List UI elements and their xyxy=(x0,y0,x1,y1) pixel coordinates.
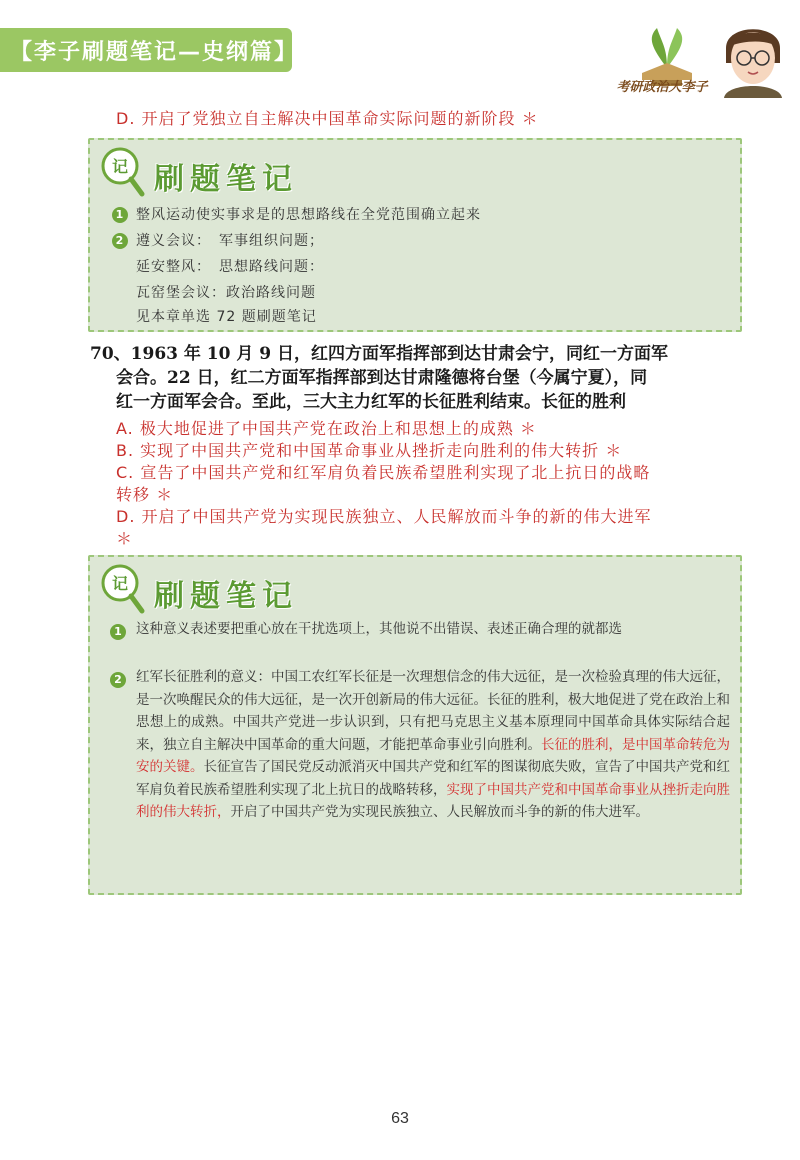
question-line-2: 会合。22 日，红二方面军指挥部到达甘肃隆德将台堡（今属宁夏），同 xyxy=(116,368,648,388)
previous-option-d: D. 开启了党独立自主解决中国革命实际问题的新阶段 ＊ xyxy=(116,109,539,128)
option-c-cont: 转移 ＊ xyxy=(116,485,174,504)
note2-item-2: 红军长征胜利的意义：中国工农红军长征是一次理想信念的伟大远征，是一次检验真理的伟大远征，是一次唤醒民众的伟大远征，是一次开创新局的伟大远征。长征的胜利，极大地促进了党在政治上和思想上的成熟。中国共产党进一步认识到，只有把马克思主义基本原理同中国革命具体实际结合起来，独立自主解决中国革命的重大问题，才能把革命事业引向胜利。长征的胜利，是中国革命转危为安的关键。长征宣告了国民党反动派消灭中国共产党和红军的图谋彻底失败，宣告了中国共产党和红军肩负着民族希望胜利实现了北上抗日的战略转移，实现了中国共产党和中国革命事业从挫折走向胜利的伟大转折，开启了中国共产党为实现民族独立、人民解放而斗争的新的伟大进军。 xyxy=(136,669,730,820)
page-number: 63 xyxy=(391,1110,409,1127)
option-d: D. 开启了中国共产党为实现民族独立、人民解放而斗争的新的伟大进军 xyxy=(116,507,652,526)
option-c: C. 宣告了中国共产党和红军肩负着民族希望胜利实现了北上抗日的战略 xyxy=(116,463,651,482)
note-box-1 xyxy=(88,138,742,332)
highlight-red-2: 实现了中国共产党和中国革命事业从挫折走向胜利的伟大转折， xyxy=(136,781,730,820)
option-d-cont: ＊ xyxy=(116,529,134,548)
note-icon-char: 记 xyxy=(111,157,129,176)
chapter-banner xyxy=(0,28,299,72)
note-item-1: 1 整风运动使实事求是的思想路线在全党范围确立起来 xyxy=(112,204,481,224)
number-1-icon: 1 xyxy=(110,624,126,640)
note-title: 刷题笔记 xyxy=(154,162,298,197)
number-2-icon: 2 xyxy=(110,672,126,688)
note-title: 刷题笔记 xyxy=(154,579,298,614)
note2-item-1: 这种意义表述要把重心放在干扰选项上，其他说不出错误、表述正确合理的就都选 xyxy=(136,621,622,637)
magnifier-note-icon xyxy=(98,563,146,615)
number-1-icon: 1 xyxy=(112,207,128,223)
question-line-3: 红一方面军会合。至此，三大主力红军的长征胜利结束。长征的胜利 xyxy=(116,392,626,412)
question-line-1: 70、1963 年 10 月 9 日，红四方面军指挥部到达甘肃会宁，同红一方面军 xyxy=(90,344,669,364)
note-icon-char: 记 xyxy=(111,574,129,593)
note-item-2: 2 遵义会议： 军事组织问题； xyxy=(112,230,324,250)
option-b: B. 实现了中国共产党和中国革命事业从挫折走向胜利的伟大转折 ＊ xyxy=(116,441,623,460)
chapter-banner-text: 【李子刷题笔记—史纲篇】 xyxy=(10,39,299,65)
avatar-illustration xyxy=(716,18,790,98)
note-item-2d: 见本章单选 72 题刷题笔记 xyxy=(136,309,317,325)
number-2-icon: 2 xyxy=(112,233,128,249)
highlight-red-1: 长征的胜利，是中国革命转危为安的关键。 xyxy=(136,736,730,775)
note-item-2c: 瓦窑堡会议：政治路线问题 xyxy=(136,285,316,301)
brand-name: 考研政治大李子 xyxy=(616,80,708,95)
note-item-2b: 延安整风： 思想路线问题： xyxy=(136,259,324,275)
option-a: A. 极大地促进了中国共产党在政治上和思想上的成熟 ＊ xyxy=(116,419,537,438)
magnifier-note-icon xyxy=(98,146,146,198)
